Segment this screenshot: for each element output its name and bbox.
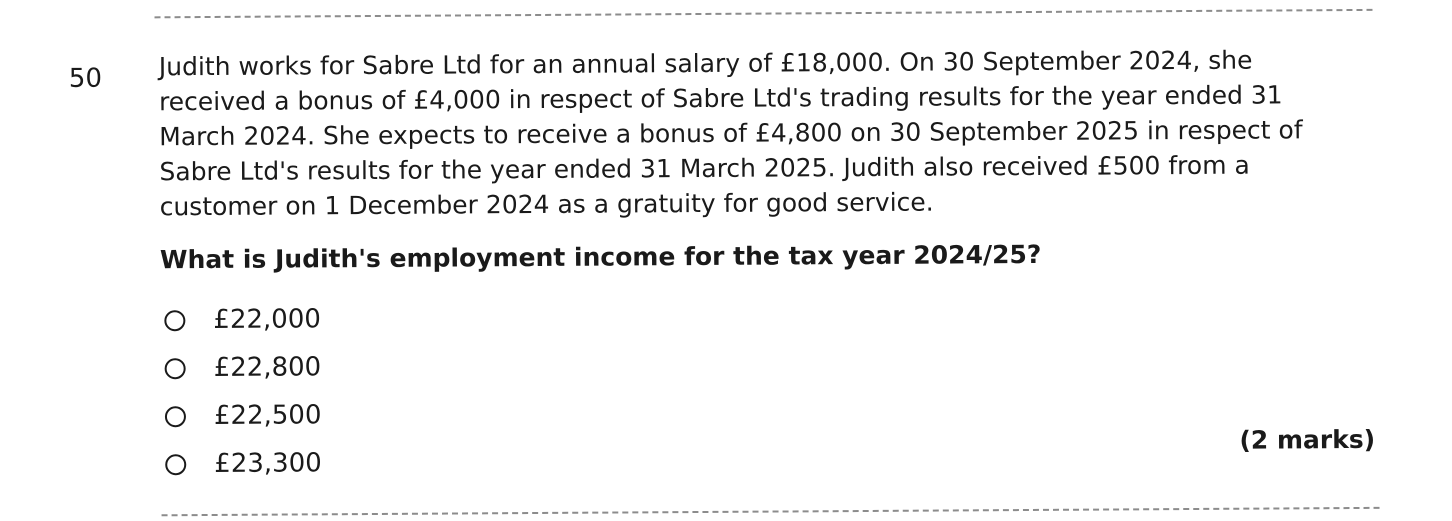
radio-button-icon[interactable] bbox=[164, 310, 185, 331]
bottom-divider bbox=[162, 507, 1380, 516]
answer-option-c[interactable] bbox=[161, 391, 322, 440]
top-divider bbox=[155, 9, 1373, 18]
question-stem bbox=[159, 42, 1375, 224]
stem-line: March 2024. She expects to receive a bonus of £4,800 on 30 September 2025 in respect of bbox=[159, 115, 1303, 152]
radio-button-icon[interactable] bbox=[165, 358, 186, 379]
answer-option-label: £22,500 bbox=[213, 400, 322, 431]
radio-button-icon[interactable] bbox=[165, 406, 186, 427]
answer-option-label: £23,300 bbox=[214, 448, 322, 479]
marks-label: (2 marks) bbox=[1239, 424, 1376, 455]
answer-option-b[interactable] bbox=[161, 343, 322, 392]
answer-option-d[interactable] bbox=[161, 439, 322, 488]
answer-option-label: £22,800 bbox=[213, 352, 322, 383]
stem-line: Sabre Ltd's results for the year ended 31 March 2025. Judith also received £500 from a bbox=[159, 150, 1250, 187]
answer-options bbox=[160, 295, 322, 488]
stem-line: received a bonus of £4,000 in respect of Sabre Ltd's trading results for the year ended 31 bbox=[158, 80, 1283, 117]
answer-option-label: £22,000 bbox=[213, 304, 321, 335]
question-number: 50 bbox=[68, 63, 103, 94]
radio-button-icon[interactable] bbox=[165, 454, 186, 475]
answer-option-a[interactable] bbox=[160, 295, 321, 344]
stem-line: Judith works for Sabre Ltd for an annual salary of £18,000. On 30 September 2024, she bbox=[158, 45, 1253, 82]
question-prompt: What is Judith's employment income for the tax year 2024/25? bbox=[159, 239, 1042, 275]
stem-line: customer on 1 December 2024 as a gratuity for good service. bbox=[159, 187, 934, 222]
